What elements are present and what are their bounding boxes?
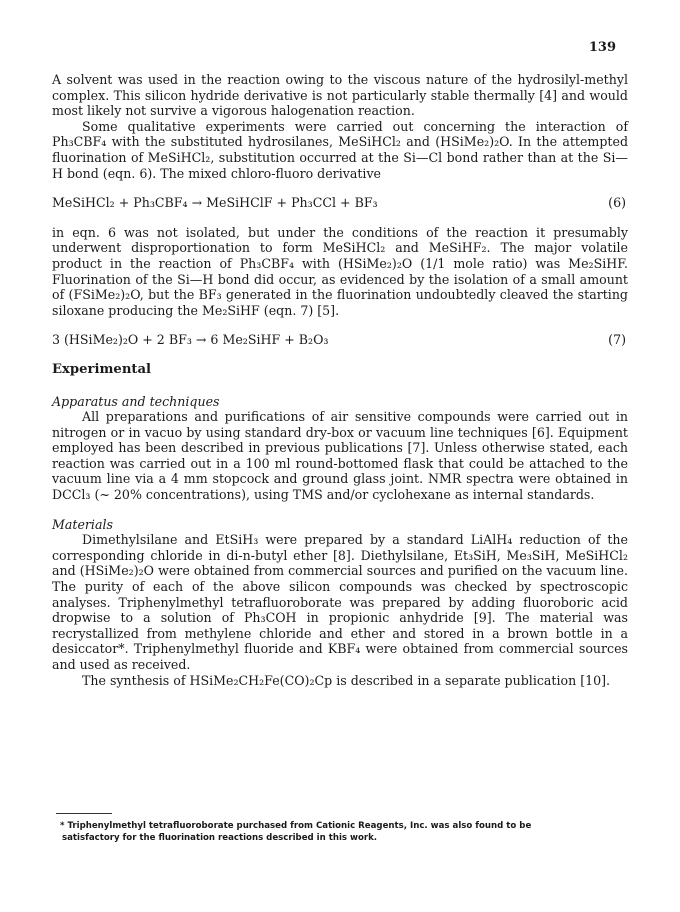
section-heading-experimental: Experimental bbox=[52, 361, 152, 377]
subsection-heading-apparatus: Apparatus and techniques bbox=[52, 393, 220, 409]
page-body bbox=[52, 72, 628, 688]
footnote bbox=[52, 820, 628, 844]
paragraph-apparatus: All preparations and purifications of air sensitive compounds were carried out in nitrogen or in vacuo by using standard dry-box or vacuum line techniques [6]. Equipment employed has been described in previous publications [7]. Unless otherwise stated, each reaction was carried out in a 100 ml round-bottomed flask that could be attached to the vacuum line via a 4 mm stopcock and ground glass joint. NMR spectra were obtained in DCCl₃ (~ 20% concentrations), using TMS and/or cyclohexane as internal standards. bbox=[52, 409, 628, 503]
equation-6-number: (6) bbox=[608, 195, 626, 211]
equation-7-text: 3 (HSiMe₂)₂O + 2 BF₃ → 6 Me₂SiHF + B₂O₃ bbox=[52, 332, 329, 348]
footnote-line-2: satisfactory for the fluorination reactions described in this work. bbox=[62, 833, 378, 843]
paragraph-synthesis: The synthesis of HSiMe₂CH₂Fe(CO)₂Cp is described in a separate publication [10]. bbox=[82, 672, 611, 688]
paragraph-materials: Dimethylsilane and EtSiH₃ were prepared by a standard LiAlH₄ reduction of the corresponding chloride in di-n-butyl ether [8]. Diethylsilane, Et₃SiH, Me₃SiH, MeSiHCl₂ and (HSiMe₂)₂O were obtained from commercial sources and purified on the vacuum line. The purity of each of the above silicon compounds was checked by spectroscopic analyses. Triphenylmethyl tetrafluoroborate was prepared by adding fluoroboric acid dropwise to a solution of Ph₃COH in propionic anhydride [9]. The material was recrystallized from methylene chloride and ether and stored in a brown bottle in a desiccator*. Triphenylmethyl fluoride and KBF₄ were obtained from commercial sources and used as received. bbox=[52, 532, 628, 672]
footnote-divider bbox=[56, 813, 112, 814]
equation-7 bbox=[52, 332, 628, 348]
subsection-heading-materials: Materials bbox=[52, 516, 113, 532]
paragraph-disproportionation: in eqn. 6 was not isolated, but under the conditions of the reaction it presumably underwent disproportionation to form MeSiHCl₂ and MeSiHF₂. The major volatile product in the reaction of Ph₃CBF₄ with (HSiMe₂)₂O (1/1 mole ratio) was Me₂SiHF. Fluorination of the Si—H bond did occur, as evidenced by the isolation of a small amount of (FSiMe₂)₂O, but the BF₃ generated in the fluorination undoubtedly cleaved the starting siloxane producing the Me₂SiHF (eqn. 7) [5]. bbox=[52, 224, 628, 318]
footnote-line-1: * Triphenylmethyl tetrafluoroborate purchased from Cationic Reagents, Inc. was also found to be bbox=[60, 821, 532, 831]
page-number: 139 bbox=[588, 40, 616, 55]
paragraph-solvent: A solvent was used in the reaction owing to the viscous nature of the hydrosilyl-methyl complex. This silicon hydride derivative is not particularly stable thermally [4] and would most likely not survive a vigorous halogenation reaction. bbox=[52, 72, 628, 119]
paragraph-qualitative-experiments: Some qualitative experiments were carried out concerning the interaction of Ph₃CBF₄ with the substituted hydrosilanes, MeSiHCl₂ and (HSiMe₂)₂O. In the attempted fluorination of MeSiHCl₂, substitution occurred at the Si—Cl bond rather than at the Si—H bond (eqn. 6). The mixed chloro-fluoro derivative bbox=[52, 118, 628, 181]
equation-6-text: MeSiHCl₂ + Ph₃CBF₄ → MeSiHClF + Ph₃CCl + BF₃ bbox=[52, 195, 378, 211]
equation-7-number: (7) bbox=[608, 332, 626, 348]
equation-6 bbox=[52, 195, 628, 211]
